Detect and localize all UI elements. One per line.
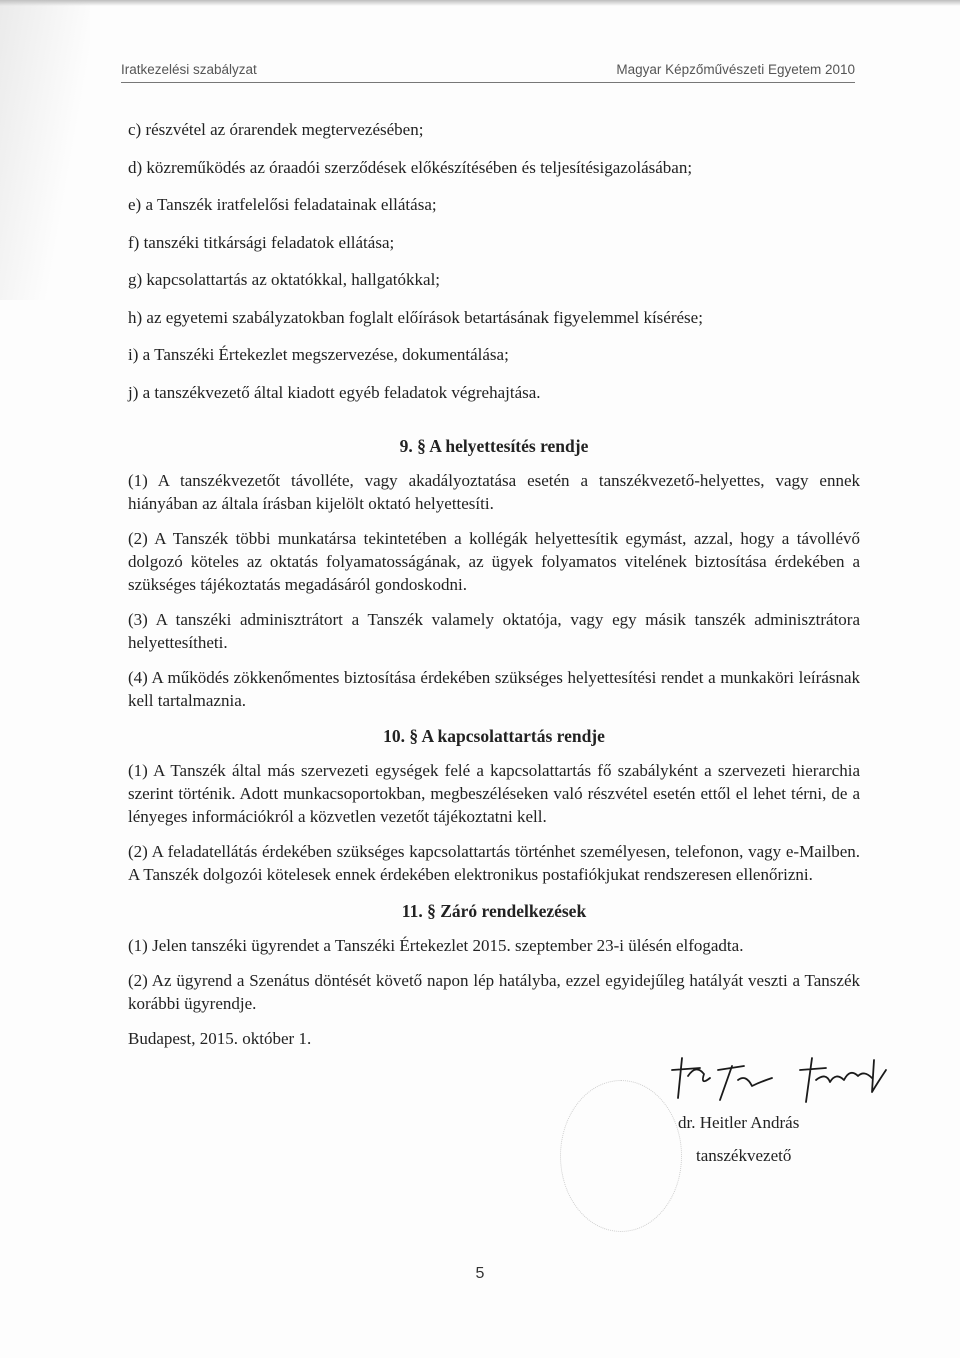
place-date: Budapest, 2015. október 1. bbox=[128, 1028, 312, 1048]
list-item: h) az egyetemi szabályzatokban foglalt előírások betartásának figyelemmel kísérése; bbox=[128, 307, 703, 327]
section-title: 9. § A helyettesítés rendje bbox=[399, 435, 589, 456]
list-item: d) közreműködés az óraadói szerződések előkészítésében és teljesítésigazolásában; bbox=[128, 157, 693, 177]
paragraph: (2) A Tanszék többi munkatársa tekintetében a kollégák helyettesítik egymást, azzal, hogy a távollévő dolgozó köteles az oktatás folyamatosságának, az ügyek folyamatos vitelének biztosítása érdekében a szükséges tájékoztatás megadásáról gondoskodni. bbox=[128, 528, 860, 594]
paragraph: (3) A tanszéki adminisztrátort a Tanszék valamely oktatója, vagy egy másik tanszék adminisztrátora helyettesítheti. bbox=[128, 609, 860, 652]
list-item: f) tanszéki titkársági feladatok ellátása; bbox=[128, 232, 395, 252]
signatory-title: tanszékvezető bbox=[696, 1146, 792, 1165]
list-item: e) a Tanszék iratfelelősi feladatainak ellátása; bbox=[128, 195, 437, 214]
list-item: j) a tanszékvezető által kiadott egyéb feladatok végrehajtása. bbox=[128, 382, 541, 402]
paragraph: (1) A Tanszék által más szervezeti egységek felé a kapcsolattartás fő szabályként a szervezeti hierarchia szerint történik. Adott munkacsoportokban, megbeszéléseken való részvétel esetén ettől el lehet térni, de a lényeges információkról a közvetlen vezetőt tájékoztatni kell. bbox=[128, 760, 860, 826]
paragraph: (1) A tanszékvezetőt távolléte, vagy akadályoztatása esetén a tanszékvezető-helyettes, vagy ennek hiányában az általa írásban kijelölt oktató helyettesíti. bbox=[128, 470, 860, 513]
list-item: c) részvétel az órarendek megtervezésében; bbox=[128, 120, 424, 139]
section-title: 11. § Záró rendelkezések bbox=[401, 900, 587, 921]
paragraph: (2) Az ügyrend a Szenátus döntését követő napon lép hatályba, ezzel egyidejűleg hatályát veszti a Tanszék korábbi ügyrendje. bbox=[128, 970, 860, 1013]
list-item: i) a Tanszéki Értekezlet megszervezése, dokumentálása; bbox=[128, 345, 509, 364]
section-title: 10. § A kapcsolattartás rendje bbox=[383, 725, 605, 746]
page-number: 5 bbox=[475, 1265, 485, 1282]
header-right-title: Magyar Képzőművészeti Egyetem 2010 bbox=[616, 62, 855, 77]
signatory-name: dr. Heitler András bbox=[678, 1113, 800, 1132]
paragraph: (4) A működés zökkenőmentes biztosítása érdekében szükséges helyettesítési rendet a munkaköri leírásnak kell tartalmaznia. bbox=[128, 667, 860, 710]
list-item: g) kapcsolattartás az oktatókkal, hallgatókkal; bbox=[128, 270, 441, 289]
paragraph: (2) A feladatellátás érdekében szükséges kapcsolattartás történhet személyesen, telefonon, vagy e-Mailben. A Tanszék dolgozói kötelesek ennek érdekében elektronikus postafiókjukat rendszeresen ellenőrizni. bbox=[128, 841, 860, 884]
paragraph: (1) Jelen tanszéki ügyrendet a Tanszéki Értekezlet 2015. szeptember 23-i ülésén elfogadta. bbox=[128, 935, 744, 955]
header-left-title: Iratkezelési szabályzat bbox=[121, 62, 257, 77]
